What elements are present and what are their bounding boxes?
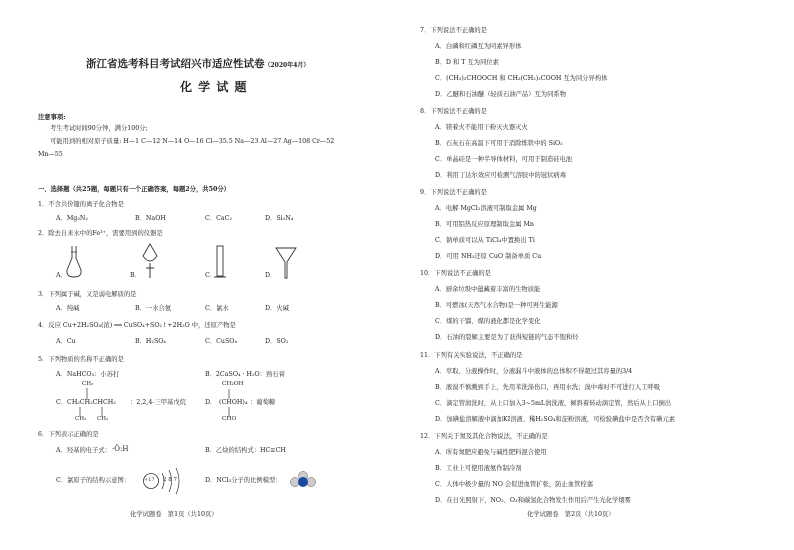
q5-c-methyl-bottom-2: CH₃ — [97, 416, 109, 422]
q5-d-bond-1 — [227, 389, 231, 399]
volumetric-flask-icon — [64, 244, 84, 280]
q9-option-b: B．可用铝热反应原理制取金属 Mn — [435, 221, 534, 228]
q11-option-d: D．加碘盐溶解液中滴加KI溶液、稀H₂SO₄和淀粉溶液，可检验碘盐中是否含有碘元素 — [435, 416, 676, 423]
q10-option-a: A．厨余垃圾中蕴藏着丰富的生物质能 — [435, 286, 541, 293]
q2-option-c: C． — [205, 272, 217, 279]
q12-option-d: D．在日光照射下，NO₂、O₃和碳氢化合物发生作用后产生光化学烟雾 — [435, 497, 631, 504]
q12-stem: 12．下列关于氮及其化合物说法，不正确的是 — [420, 433, 548, 440]
notice-line-3: Mn—55 — [38, 151, 63, 158]
ncl3-ball-model — [290, 470, 316, 490]
q12-option-a: A．所有氮肥应避免与碱性肥料混合使用 — [435, 449, 547, 456]
q8-option-b: B．石灰石在高温下可用于消除炼铁中的 SiO₂ — [435, 140, 563, 147]
q6-option-d: D．NCl₃分子的比例模型： — [205, 477, 282, 484]
q1-option-a: A．Mg₃N₂ — [56, 215, 88, 222]
q7-stem: 7．下列说法不正确的是 — [420, 27, 487, 34]
graduated-cylinder-icon — [212, 244, 228, 280]
q5-option-c-name: ：2,2,4-三甲基戊烷 — [130, 399, 186, 406]
q11-option-b: B．液溴不慎溅到手上，先用苯洗涤伤口，再用水洗；溴中毒时不可进行人工呼吸 — [435, 384, 661, 391]
q4-option-d: D．SO₂ — [265, 338, 289, 345]
q2-option-d: D． — [265, 272, 277, 279]
q6-option-b: B．乙炔的结构式：HC≡CH — [205, 447, 286, 454]
q4-option-c: C．CuSO₄ — [205, 338, 237, 345]
exam-title-text: 浙江省选考科目考试绍兴市适应性试卷 — [86, 58, 265, 70]
q1-stem: 1．不含共价键的离子化合物是 — [38, 201, 124, 208]
q8-option-a: A．镁着火不能用干粉灭火器灭火 — [435, 124, 528, 131]
q6-stem: 6．下列表示正确的是 — [38, 431, 99, 438]
page-2-footer: 化学试题卷 第2页（共10页） — [527, 511, 615, 518]
q10-option-b: B．可燃冰(天然气水合物)是一种可再生能源 — [435, 302, 558, 309]
q1-option-c: C．CaC₂ — [205, 215, 233, 222]
q7-option-d: D．乙醚和石油醚（轻质石油产品）互为同系物 — [435, 91, 566, 98]
q5-option-a: A．NaHCO₃：小苏打 — [56, 371, 120, 378]
q5-d-ch2oh: CH₂OH — [222, 381, 244, 387]
q3-option-a: A．纯碱 — [56, 305, 80, 312]
notice-line-2: 可能用到的相对原子质量: H—1 C—12 N—14 O—16 Cl—35.5 Na—23 Al—27 Ag—108 Cr—52 — [50, 138, 335, 145]
q6-c-shells: 2 8 7 — [163, 477, 177, 483]
q9-option-d: D．可用 NH₃还原 CuO 制备单质 Cu — [435, 253, 542, 260]
funnel-icon — [274, 244, 298, 280]
q5-option-c-label: C． — [56, 399, 68, 406]
separatory-funnel-icon — [140, 242, 160, 282]
exam-page-2 — [397, 0, 794, 550]
q5-option-d-name: ：葡萄糖 — [250, 399, 276, 406]
q3-stem: 3．下列属于碱，又是弱电解质的是 — [38, 291, 137, 298]
q12-option-c: C．人体中极少量的 NO 会促进血管扩张，防止血管栓塞 — [435, 481, 594, 488]
exam-title — [86, 56, 309, 71]
q4-option-b: B．H₂SO₄ — [135, 338, 166, 345]
q2-option-b: B． — [130, 272, 141, 279]
q5-d-choh4: (CHOH)₄ — [219, 399, 248, 406]
q5-c-methyl-bottom-1: CH₃ — [75, 416, 87, 422]
q6-option-a: A．羟基的电子式： — [56, 447, 111, 454]
q9-option-a: A．电解 MgCl₂溶液可制取金属 Mg — [435, 205, 537, 212]
section-heading: 一、选择题（共25题，每题只有一个正确答案，每题2分，共50分） — [38, 186, 230, 193]
q5-option-d-label: D． — [205, 399, 217, 406]
q10-option-c: C．煤的干馏、煤的液化都是化学变化 — [435, 318, 541, 325]
page-1-footer: 化学试题卷 第1页（共10页） — [130, 511, 218, 518]
notice-heading: 注意事项: — [38, 114, 66, 121]
q9-option-c: C．钠单质可以从 TiCl₄中置换出 Ti — [435, 237, 535, 244]
q5-c-methyl-top: CH₃ — [82, 381, 94, 387]
exam-subtitle: 化 学 试 题 — [180, 80, 248, 94]
q3-option-c: C．氯水 — [205, 305, 229, 312]
q8-option-c: C．单晶硅是一种半导体材料，可用于制造硅电池 — [435, 156, 573, 163]
q6-option-c: C．氯原子的结构示意图： — [56, 477, 131, 484]
q6-a-formula: ·Ö:H — [112, 445, 129, 453]
q2-stem: 2．除去自来水中的Fe³⁺，需要用到的仪器是 — [38, 230, 163, 237]
q1-option-d: D．Si₃N₄ — [265, 215, 294, 222]
q3-option-b: B．一水合氨 — [135, 305, 172, 312]
q12-option-b: B．工业上可使用液氨作制冷剂 — [435, 465, 522, 472]
q2-option-a: A． — [56, 272, 67, 279]
q5-c-chain: CH₃CH₂CHCH₃ — [67, 399, 116, 406]
q5-option-b: B．2CaSO₄ · H₂O：熟石膏 — [205, 371, 285, 378]
notice-line-1: 考生考试时间90分钟，满分100分; — [50, 125, 148, 132]
q8-option-d: D．利用丁达尔效应可检测气溶胶中的冠状病毒 — [435, 172, 566, 179]
q7-option-b: B．D 和 T 互为同位素 — [435, 59, 499, 66]
q11-stem: 11．下列有关实验说法，不正确的是 — [420, 352, 523, 359]
q5-stem: 5．下列物质的名称不正确的是 — [38, 356, 124, 363]
q8-stem: 8．下列说法不正确的是 — [420, 108, 487, 115]
exam-date: （2020年4月） — [264, 62, 310, 69]
q4-stem: 4．反应 Cu+2H₂SO₄(浓) ══ CuSO₄+SO₂↑+2H₂O 中，还原产物是 — [38, 322, 236, 329]
q7-option-a: A．白磷和红磷互为同素异形体 — [435, 43, 522, 50]
q5-d-cho: CHO — [222, 416, 237, 422]
q10-option-d: D．石油的裂解主要是为了获得短链的气态不饱和烃 — [435, 334, 579, 341]
q10-stem: 10．下列说法不正确的是 — [420, 270, 491, 277]
q4-option-a: A．Cu — [56, 338, 76, 345]
q9-stem: 9．下列说法不正确的是 — [420, 189, 487, 196]
q11-option-a: A．萃取、分液操作时，分液漏斗中液体的总体积不得超过其容量的3/4 — [435, 368, 633, 375]
q11-option-c: C．滴定管润洗时，从上口加入3~5mL润洗液，倾斜着转动滴定管，然后从上口倒出 — [435, 400, 672, 407]
q6-c-nucleus: +17 — [144, 477, 155, 483]
q7-option-c: C．(CH₃)₂CHOOCH 和 CH₃(CH₂)₂COOH 互为同分异构体 — [435, 75, 608, 82]
q3-option-d: D．火碱 — [265, 305, 289, 312]
q1-option-b: B．NaOH — [135, 215, 166, 222]
